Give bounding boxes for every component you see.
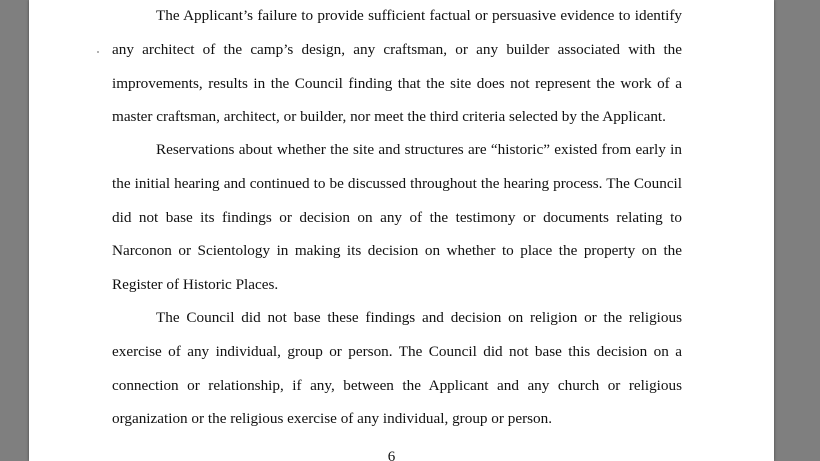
page-number: 6	[387, 449, 396, 461]
paragraph-architect-evidence: The Applicant’s failure to provide sufficient factual or persuasive evidence to identify any architect of the camp’s design, any craftsman, or any builder associated with the improvements, results in the Council finding that the site does not represent the work of a master craftsman, architect, or builder, nor meet the third criteria selected by the Applicant.	[112, 7, 682, 126]
scan-artifact	[97, 51, 99, 53]
document-page	[29, 0, 774, 461]
paragraph-religion-disclaimer: The Council did not base these findings and decision on religion or the religious exercise of any individual, group or person. The Council did not base this decision on a connection or relationship, if any, between the Applicant and any church or religious organization or the religious exercise of any individual, group or person.	[112, 309, 682, 428]
paragraph-historic-reservations: Reservations about whether the site and structures are “historic” existed from early in the initial hearing and continued to be discussed throughout the hearing process. The Council did not base its findings or decision on any of the testimony or documents relating to Narconon or Scientology in making its decision on whether to place the property on the Register of Historic Places.	[112, 141, 682, 294]
